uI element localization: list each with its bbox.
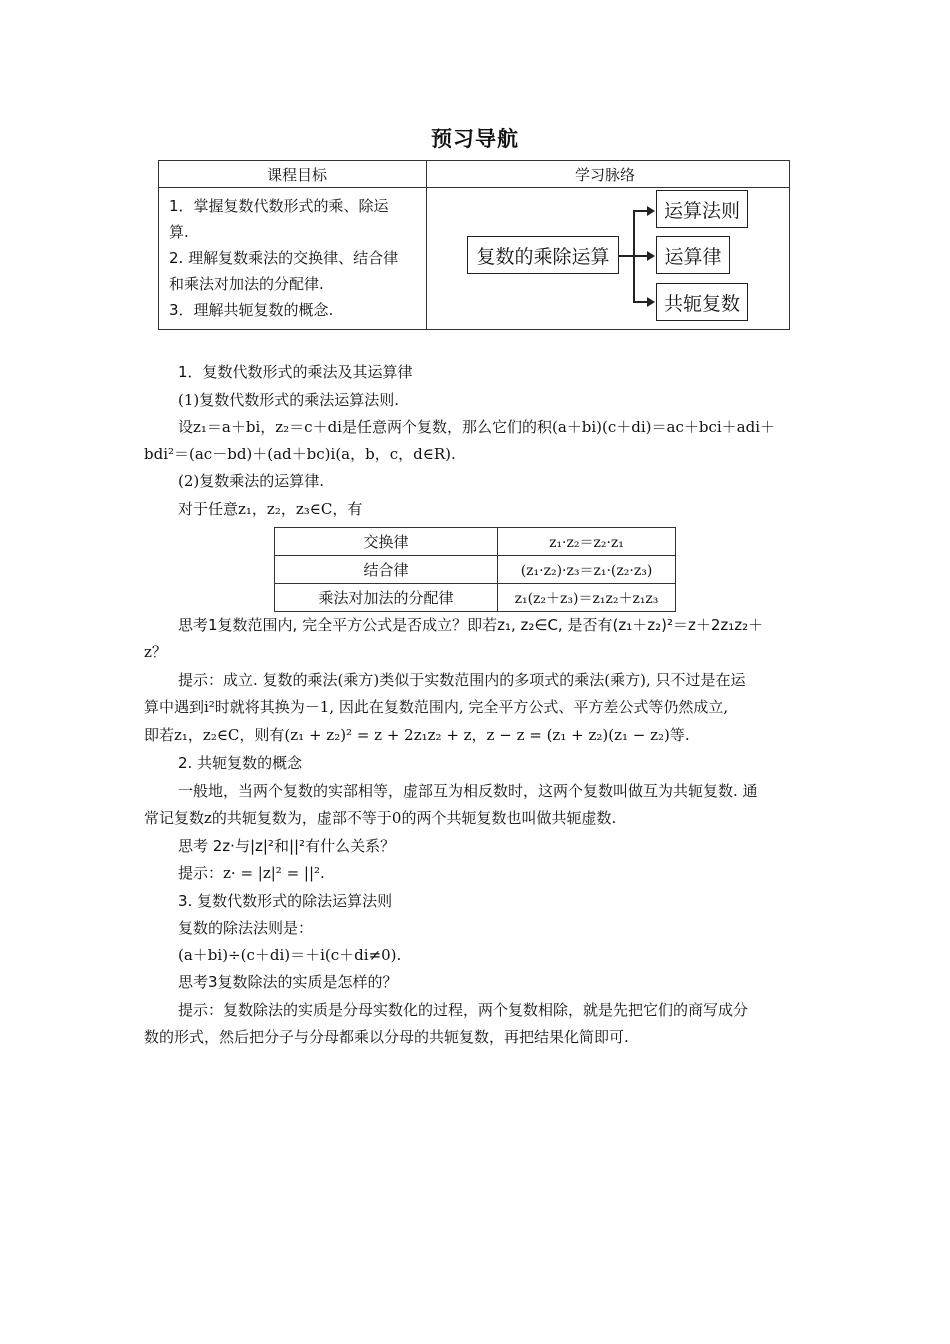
think-1-line1: 思考1复数范围内, 完全平方公式是否成立？即若z₁, z₂∈C, 是否有(z₁＋z₂)²＝z＋2z₁z₂＋ [178, 616, 764, 634]
table-row [275, 584, 676, 612]
conjugate-para-line1: 一般地，当两个复数的实部相等，虚部互为相反数时，这两个复数叫做互为共轭复数. 通 [178, 782, 758, 800]
col-context-header: 学习脉络 [575, 166, 636, 184]
hint-1-line1: 提示：成立. 复数的乘法(乘方)类似于实数范围内的多项式的乘法(乘方), 只不过是在运 [178, 671, 746, 689]
law-formula: z₁(z₂＋z₃)＝z₁z₂＋z₁z₃ [498, 584, 676, 612]
operation-laws-table [274, 527, 676, 612]
col-goals-header: 课程目标 [267, 166, 328, 184]
think-3: 思考3复数除法的实质是怎样的？ [178, 973, 398, 991]
law-formula: z₁·z₂＝z₂·z₁ [498, 528, 676, 556]
division-rule: (a＋bi)÷(c＋di)＝＋i(c＋di≠0). [178, 946, 402, 964]
arrow-icon [647, 206, 655, 216]
multiplication-rule-line1: 设z₁＝a＋bi，z₂＝c＋di是任意两个复数，那么它们的积(a＋bi)(c＋di)＝ac＋bci＋adi＋ [178, 418, 776, 436]
table-row [275, 528, 676, 556]
hint-2: 提示：z· = |z|² = ||². [178, 864, 325, 882]
hint-3-line2: 数的形式，然后把分子与分母都乘以分母的共轭复数，再把结果化简即可. [144, 1028, 629, 1046]
goal-line: 和乘法对加法的分配律. [169, 275, 324, 293]
nav-table-header [159, 161, 789, 188]
table-divider [426, 161, 427, 329]
diagram-branch-laws: 运算律 [656, 236, 730, 274]
goal-line: 3．理解共轭复数的概念. [169, 301, 334, 319]
hint-3-line1: 提示：复数除法的实质是分母实数化的过程，两个复数相除，就是先把它们的商写成分 [178, 1001, 749, 1019]
diagram-connector [633, 255, 647, 257]
section-1-sub1: (1)复数代数形式的乘法运算法则. [178, 391, 400, 409]
goal-line: 算. [169, 223, 189, 241]
diagram-connector [633, 210, 647, 212]
law-name: 交换律 [275, 528, 498, 556]
think-1-line2: z？ [144, 643, 167, 661]
multiplication-rule-line2: bdi²＝(ac－bd)＋(ad＋bc)i(a，b，c，d∈R). [144, 445, 456, 463]
page-title: 预习导航 [431, 127, 519, 151]
course-goals [169, 193, 421, 323]
section-1-sub2: (2)复数乘法的运算律. [178, 472, 325, 490]
any-z-line: 对于任意z₁，z₂，z₃∈C，有 [178, 500, 363, 518]
division-rule-label: 复数的除法法则是： [178, 919, 314, 937]
think-2: 思考 2z·与|z|²和||²有什么关系？ [178, 837, 396, 855]
arrow-icon [647, 297, 655, 307]
section-1-heading: 1．复数代数形式的乘法及其运算律 [178, 363, 413, 381]
section-2-heading: 2. 共轭复数的概念 [178, 754, 303, 772]
goal-line: 2. 理解复数乘法的交换律、结合律 [169, 249, 399, 267]
hint-1-line3: 即若z₁，z₂∈C，则有(z₁ + z₂)² = z + 2z₁z₂ + z，z − z = (z₁ + z₂)(z₁ − z₂)等. [144, 726, 690, 744]
diagram-root-box: 复数的乘除运算 [467, 236, 619, 274]
diagram-branch-rules: 运算法则 [656, 190, 748, 228]
law-name: 结合律 [275, 556, 498, 584]
law-formula: (z₁·z₂)·z₃＝z₁·(z₂·z₃) [498, 556, 676, 584]
law-name: 乘法对加法的分配律 [275, 584, 498, 612]
goal-line: 1．掌握复数代数形式的乘、除运 [169, 197, 389, 215]
diagram-connector [619, 255, 633, 257]
table-row [275, 556, 676, 584]
arrow-icon [647, 251, 655, 261]
diagram-connector [633, 301, 647, 303]
diagram-branch-conjugate: 共轭复数 [656, 283, 748, 321]
hint-1-line2: 算中遇到i²时就将其换为－1, 因此在复数范围内, 完全平方公式、平方差公式等仍然成立, [144, 698, 729, 716]
section-3-heading: 3. 复数代数形式的除法运算法则 [178, 892, 393, 910]
preview-nav-table [158, 160, 790, 330]
conjugate-para-line2: 常记复数z的共轭复数为，虚部不等于0的两个共轭复数也叫做共轭虚数. [144, 809, 617, 827]
